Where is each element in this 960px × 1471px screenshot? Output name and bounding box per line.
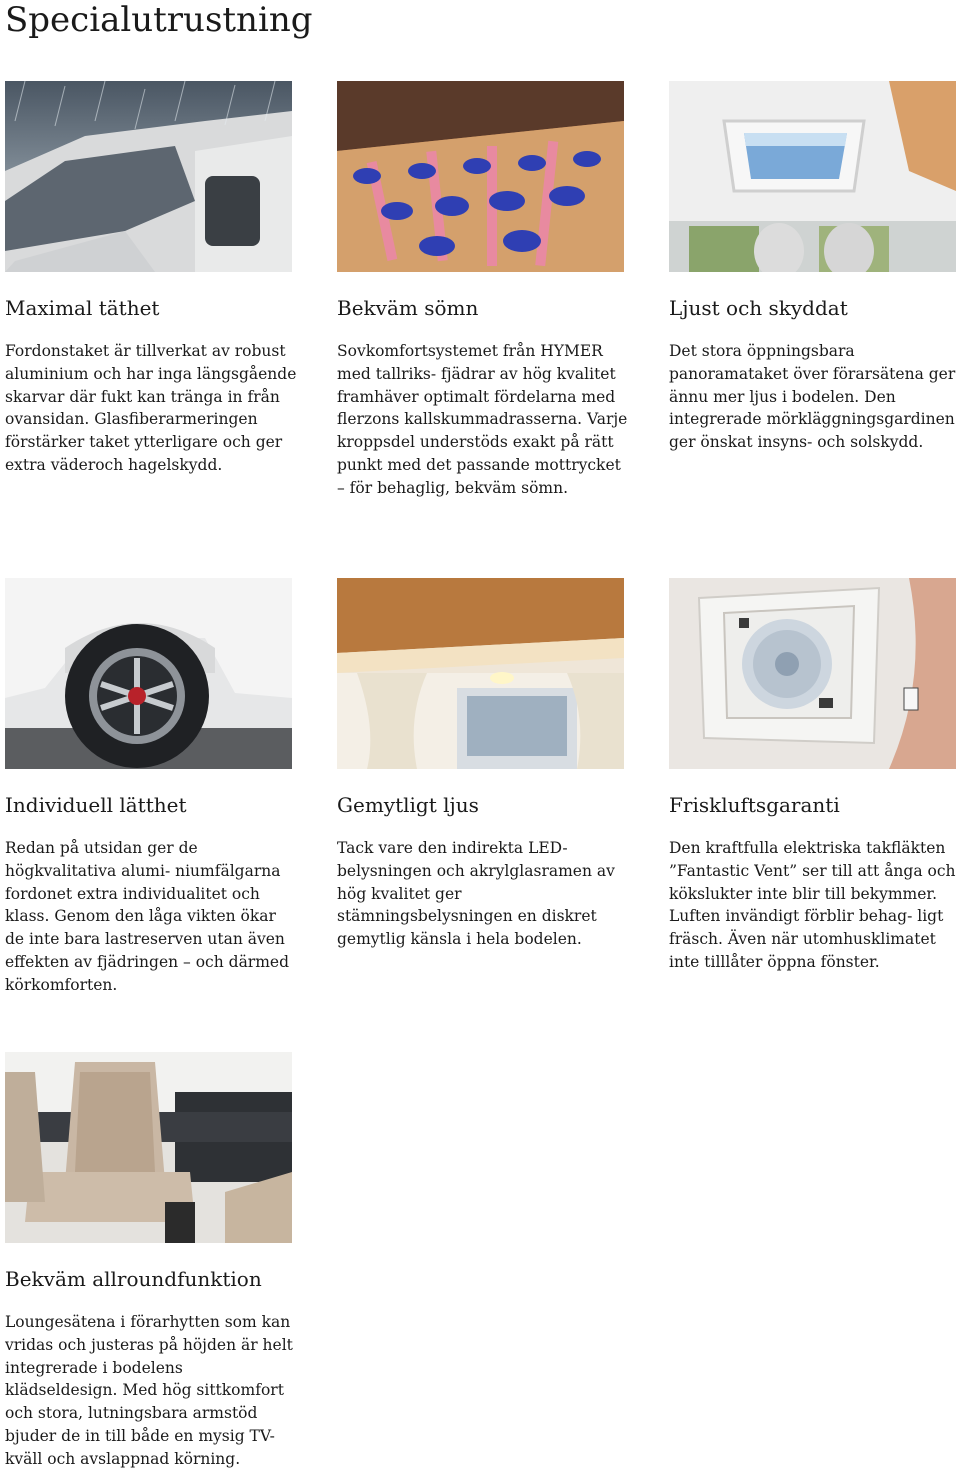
panorama-roof-photo (669, 81, 956, 272)
bed-springs-photo (337, 81, 624, 272)
feature-description: Loungesätena i förarhytten som kan vridas och justeras på höjden är helt integrerade i bodelens klädseldesign. Med hög sittkomfort och stora, lutningsbara armstöd bjuder de in till både en mysig TV-kväll och avslappnad körning. (5, 1313, 293, 1468)
feature-heading: Individuell lätthet (5, 793, 187, 817)
led-lighting-photo (337, 578, 624, 769)
feature-description: Redan på utsidan ger de högkvalitativa alumi- niumfälgarna fordonet extra individualitet och klass. Genom den låga vikten ökar de inte bara lastreserven utan även effekten av fjädringen – och därmed körkomforten. (5, 839, 290, 994)
feature-heading: Bekväm allroundfunktion (5, 1267, 262, 1291)
feature-description: Den kraftfulla elektriska takfläkten ”Fantastic Vent” ser till att ånga och kökslukter inte blir till bekymmer. Luften invändigt förblir behag- ligt fräsch. Även när utomhusklimatet inte tilllåter öppna fönster. (669, 839, 956, 971)
feature-heading: Bekväm sömn (337, 296, 479, 320)
alloy-wheel-photo (5, 578, 292, 769)
feature-description: Tack vare den indirekta LED-belysningen och akrylglasramen av hög kvalitet ger stämningsbelysningen en diskret gemytlig känsla i hela bodelen. (337, 839, 615, 949)
page-title: Specialutrustning (5, 0, 313, 40)
roof-fan-photo (669, 578, 956, 769)
roof-rain-photo (5, 81, 292, 272)
lounge-seats-photo (5, 1052, 292, 1243)
feature-heading: Ljust och skyddat (669, 296, 848, 320)
feature-description: Fordonstaket är tillverkat av robust aluminium och har inga längsgående skarvar där fukt kan tränga in från ovansidan. Glasfiberarmeringen förstärker taket ytterligare och ger extra väderoch hagelskydd. (5, 342, 297, 474)
feature-heading: Maximal täthet (5, 296, 160, 320)
feature-heading: Friskluftsgaranti (669, 793, 840, 817)
feature-description: Sovkomfortsystemet från HYMER med tallriks- fjädrar av hög kvalitet framhäver optimalt fördelarna med flerzons kallskummadrasserna. Varje kroppsdel understöds exakt på rätt punkt med det passande mottrycket – för behaglig, bekväm sömn. (337, 342, 628, 497)
feature-description: Det stora öppningsbara panoramataket över förarsätena ger ännu mer ljus i bodelen. Den integrerade mörkläggningsgardinen ger önskat insyns- och solskydd. (669, 342, 956, 452)
feature-heading: Gemytligt ljus (337, 793, 479, 817)
